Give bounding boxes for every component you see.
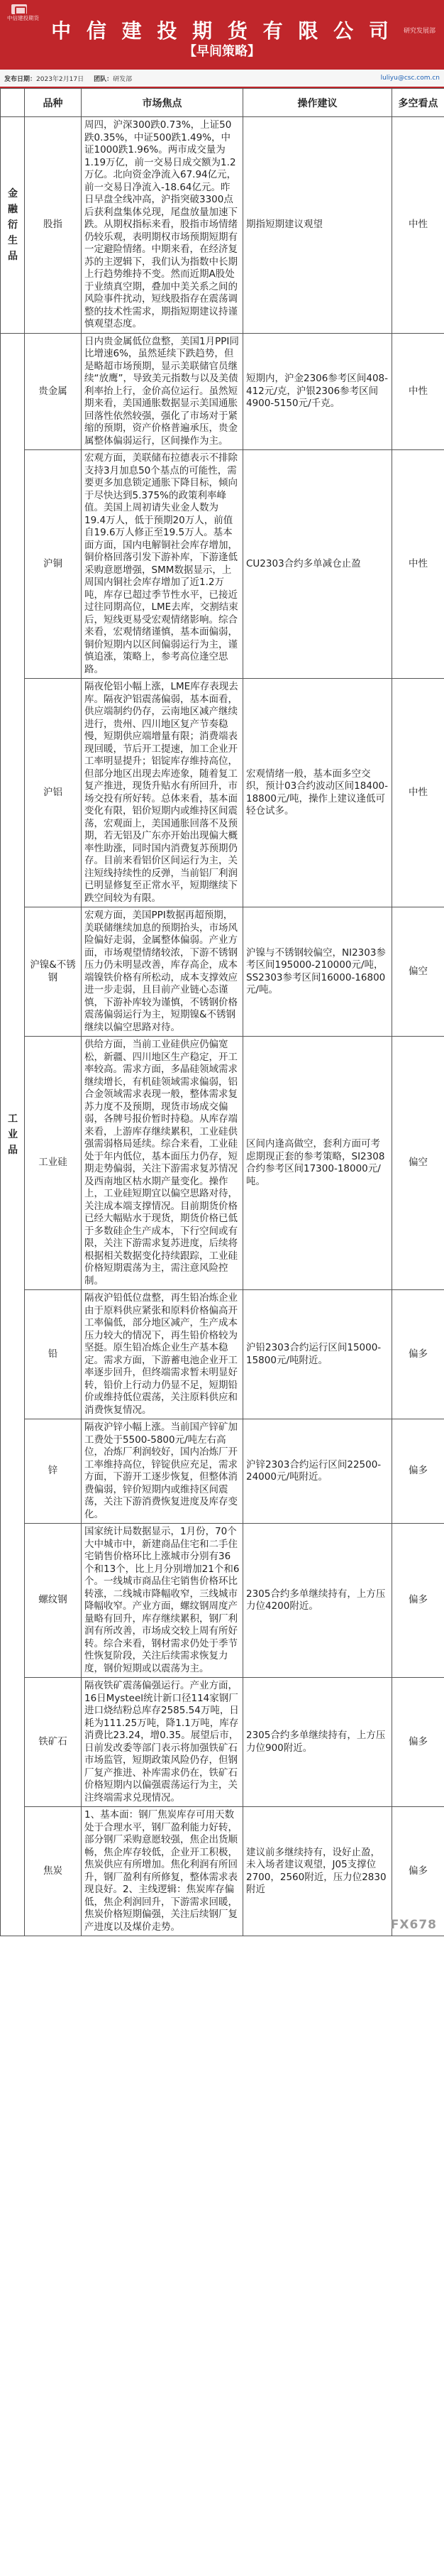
strategy-table: [0, 88, 444, 1936]
variety-cell: 锌: [25, 1419, 82, 1524]
site-watermark: FX678: [390, 1918, 437, 1932]
table-header-row: [1, 89, 444, 117]
variety-cell: 沪铝: [25, 679, 82, 907]
focus-cell: 日内贵金属低位盘整，美国1月PPI同比增速6%，虽然延续下跌趋势，但是略超市场预期，显示美联储官员继续“放鹰”，导致美元指数与以及美债利率抬上行，金价高位运行。虽然短期来看，美国通胀数据显示美国通胀回落性依然较强，强化了市场对于紧缩的预期，资产价格普遍承压，贵金属整体偏弱运行，区间操作为主。: [82, 333, 243, 450]
department-label: 研究发展部: [403, 28, 435, 35]
focus-cell: 隔夜伦铝小幅上涨，LME库存表现去库。隔夜沪铝震荡偏弱，基本面看，供应端制约仍存，云南地区减产继续进行，贵州、四川地区复产节奏稳慢，短期供应端增量有限；消费端表现回暖，节后开工提速，加工企业开工率明显提升；铝锭库存维持高位，但部分地区出现去库迹象，随着复工复产推进，现货升贴水有所回升，市场交投有所好转。总体来看，基本面变化有限，铝价短期内或维持区间震荡，宏观面上，美国通胀回落不及预期，若无铝及广东亦开始出现偏大概率性助涨，同时国内消费复苏预期仍存。目前来看铝价区间运行为主，关注短线持续性的反弹，当前铝厂利润已明显修复至正常水平，短期继续下跌空间较为有限。: [82, 679, 243, 907]
stance-cell: 偏空: [392, 1037, 444, 1290]
variety-cell: 沪铜: [25, 450, 82, 679]
sector-cell: 金融衍生品: [1, 117, 25, 334]
logo-icon: [11, 4, 27, 14]
focus-cell: 隔夜沪锌小幅上涨。当前国产锌矿加工费处于5500-5800元/吨左右高位，冶炼厂利润较好，国内冶炼厂开工率维持高位，锌锭供应充足，需求方面，下游开工逐步恢复，但整体消费偏弱，锌价短期内或维持区间震荡，关注下游消费恢复进度及库存变化。: [82, 1419, 243, 1524]
variety-cell: 沪镍&不锈钢: [25, 907, 82, 1037]
stance-cell: 偏多: [392, 1678, 444, 1807]
variety-cell: 工业硅: [25, 1037, 82, 1290]
stance-cell: 偏空: [392, 907, 444, 1037]
table-row: [1, 1807, 444, 1936]
advice-cell: 沪镍与不锈钢较偏空，NI2303参考区间195000-210000元/吨，SS2303参考区间16000-16800元/吨。: [243, 907, 392, 1037]
table-row: [1, 1419, 444, 1524]
variety-cell: 铅: [25, 1290, 82, 1419]
stance-cell: 中性: [392, 333, 444, 450]
table-row: [1, 1037, 444, 1290]
focus-cell: 宏观方面，美国PPI数据再超预期，美联储继续加息的预期抬头，市场风险偏好走弱，金属整体偏弱。产业方面，市场观望情绪较浓，下游不锈钢压力仍未明显改善，库存高企，成本端镍铁价格有所松动，成本支撑效应进一步走弱，且目前产业链心态谨慎，下游补库较为谨慎，不锈钢价格震荡偏弱运行为主，短期镍&不锈钢继续以偏空思路对待。: [82, 907, 243, 1037]
sector-cell: 工业品: [1, 333, 25, 1936]
focus-cell: 宏观方面，美联储布拉德表示不排除支持3月加息50个基点的可能性，需要更多加息锁定通胀下降目标，倾向于尽快达到5.375%的政策利率峰值。美国上周初请失业金人数为19.4万人，低于预期20万人，前值自19.6万人修正至19.5万人。基本面方面，国内电解铜社会库存增加，铜价格回落引发下游补库，下游逢低采购意愿增强，SMM数据显示，上周国内铜社会库存增加了近1.2万吨，库存已超过季节性水平，已接近过往同期高位，LME去库，交割结束后，短线更易受宏观情绪影响。综合来看，宏观情绪谨慎，基本面偏弱，铜价短期内以区间偏弱运行为主，谨慎追涨，策略上，参考高位逢空思路。: [82, 450, 243, 679]
report-info-bar: [0, 70, 444, 88]
report-type: 【早间策略】: [184, 44, 260, 59]
header-stance: 多空看点: [392, 89, 444, 117]
stance-cell: 偏多: [392, 1290, 444, 1419]
table-row: [1, 1524, 444, 1678]
table-row: [1, 1678, 444, 1807]
advice-cell: 短期内，沪金2306参考区间408-412元/克，沪银2306参考区间4900-5150元/千克。: [243, 333, 392, 450]
header-variety: 品种: [25, 89, 82, 117]
stance-cell: 偏多: [392, 1524, 444, 1678]
logo-text: 中信建投期货: [7, 15, 39, 21]
table-row: [1, 450, 444, 679]
focus-cell: 周四，沪深300跌0.73%，上证50跌0.35%，中证500跌1.49%，中证1000跌1.96%。两市成交量为1.19万亿，前一交易日成交额为1.2万亿。北向资金净流入67.94亿元，前一交易日净流入-18.64亿元。昨日早盘全线冲高，沪指突破3300点后获利盘集体兑现，尾盘放量加速下跌。从期权指标来看，股指市场情绪仍较乐观，表明期权市场预期短期有一定避险情绪。中期来看，在经济复苏的主逻辑下，我们认为指数中长期上行趋势维持不变。然而近期A股处于业绩真空期，叠加中美关系之间的风险事件扰动，短线股指存在震荡调整的技术性需求，期指短期建议持谨慎观望态度。: [82, 117, 243, 334]
focus-cell: 1、基本面：钢厂焦炭库存可用天数处于合理水平，钢厂盈利能力好转，部分钢厂采购意愿较强，焦企出货顺畅，焦企库存较低，企业开工积极，焦炭供应有所增加。焦化利润有所回升，钢厂盈利有所修复，整体需求表现良好。2、主线逻辑：焦炭库存偏低，焦企利润回升，下游需求回暖，焦炭价格短期偏强，关注后续钢厂复产进度以及煤价走势。: [82, 1807, 243, 1936]
focus-cell: 供给方面，当前工业硅供应仍偏宽松，新疆、四川地区生产稳定，开工率较高。需求方面，多晶硅领域需求继续增长，有机硅领域需求偏弱，铝合金领域需求表现一般，整体需求复苏力度不及预期，现货市场成交偏弱，各牌号报价暂时持稳。从库存端来看，上游库存继续累积，工业硅供强需弱格局延续。综合来看，工业硅处于年内低位，基本面压力仍存，短期走势偏弱，关注下游需求复苏情况及西南地区枯水期产量变化。操作上，工业硅短期宜以偏空思路对待，关注成本端支撑情况。目前期货价格已经大幅贴水于现货，期货价格已低于多数硅企生产成本，下行空间或有限，关注下游需求复苏进度，后续将根据相关数据变化持续跟踪，工业硅价格短期震荡为主，需注意风险控制。: [82, 1037, 243, 1290]
focus-cell: 隔夜铁矿震荡偏强运行。产业方面，16日Mysteel统计新口径114家钢厂进口烧结粉总库存2585.54万吨，日耗为111.25万吨，降1.1万吨，库存消费比23.24，增0.35。展望后市，日前发改委等部门表示将加强铁矿石市场监管，短期政策风险仍存，但钢厂复产推进、补库需求仍在，铁矿石价格短期内以偏强震荡运行为主，关注终端需求兑现情况。: [82, 1678, 243, 1807]
table-row: [1, 117, 444, 334]
advice-cell: 沪铅2303合约运行区间15000-15800元/吨附近。: [243, 1290, 392, 1419]
date-label: 发布日期：2023年2月17日: [4, 75, 84, 83]
table-row: [1, 333, 444, 450]
advice-cell: 2305合约多单继续持有，上方压力位4200附近。: [243, 1524, 392, 1678]
advice-cell: 沪锌2303合约运行区间22500-24000元/吨附近。: [243, 1419, 392, 1524]
variety-cell: 螺纹钢: [25, 1524, 82, 1678]
advice-cell: 宏观情绪一般，基本面多空交织，预计03合约波动区间18400-18800元/吨，操作上建议逢低可轻仓试多。: [243, 679, 392, 907]
header-focus: 市场焦点: [82, 89, 243, 117]
variety-cell: 股指: [25, 117, 82, 334]
advice-cell: CU2303合约多单减仓止盈: [243, 450, 392, 679]
advice-cell: 2305合约多单继续持有，上方压力位900附近。: [243, 1678, 392, 1807]
header-advice: 操作建议: [243, 89, 392, 117]
variety-cell: 铁矿石: [25, 1678, 82, 1807]
advice-cell: 期指短期建议观望: [243, 117, 392, 334]
team-label: 团队：研发部: [94, 75, 133, 83]
focus-cell: 国家统计局数据显示，1月份，70个大中城市中，新建商品住宅和二手住宅销售价格环比上涨城市分别有36个和13个，比上月分别增加21个和6个。一线城市商品住宅销售价格环比转涨，二线城市降幅收窄，三线城市降幅收窄。产业方面，螺纹钢周度产量略有回升，库存继续累积，钢厂利润有所改善，市场成交较上周有所好转。综合来看，钢材需求仍处于季节性恢复阶段，关注后续需求恢复力度，钢价短期或以震荡为主。: [82, 1524, 243, 1678]
stance-cell: 中性: [392, 117, 444, 334]
stance-cell: 中性: [392, 450, 444, 679]
stance-cell: 偏多: [392, 1807, 444, 1936]
table-row: [1, 907, 444, 1037]
advice-cell: 区间内逢高做空，套利方面可考虑期现正套的参考策略，SI2308合约参考区间17300-18000元/吨。: [243, 1037, 392, 1290]
company-title: 中 信 建 投 期 货 有 限 公 司: [51, 19, 393, 43]
focus-cell: 隔夜沪铅低位盘整，再生铅冶炼企业由于原料供应紧张和原料价格偏高开工率偏低，部分地区减产，生产成本压力较大的情况下，再生铅价格较为坚挺。原生铅冶炼企业生产基本稳定。需求方面，下游蓄电池企业开工率逐步回升，但终端需求暂未明显好转，铅价上行动力仍显不足，短期铅价或维持低位震荡，关注原料供应和消费恢复情况。: [82, 1290, 243, 1419]
contact-link[interactable]: luliyu@csc.com.cn: [380, 75, 440, 82]
table-row: [1, 679, 444, 907]
report-header: [0, 0, 444, 70]
advice-cell: 建议前多继续持有，设好止盈，未入场者建议观望，J05支撑位2700，2560附近，压力位2830附近: [243, 1807, 392, 1936]
stance-cell: 中性: [392, 679, 444, 907]
header-sector: [1, 89, 25, 117]
stance-cell: 偏多: [392, 1419, 444, 1524]
variety-cell: 焦炭: [25, 1807, 82, 1936]
table-row: [1, 1290, 444, 1419]
variety-cell: 贵金属: [25, 333, 82, 450]
